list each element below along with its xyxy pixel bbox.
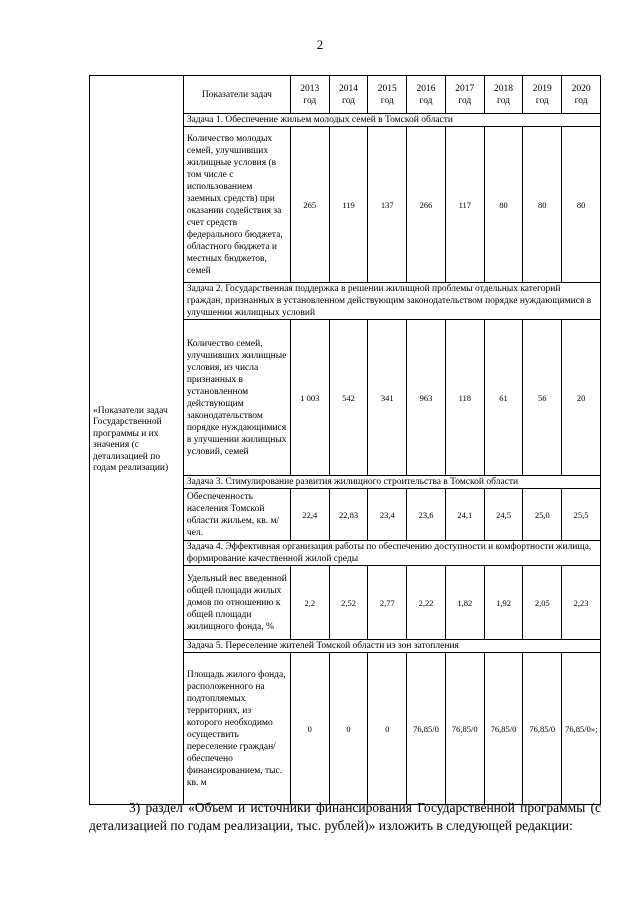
header-row xyxy=(90,76,601,114)
indicator-value: 1,82 xyxy=(445,566,484,640)
indicator-value: 341 xyxy=(368,320,407,476)
indicators-table xyxy=(89,75,601,805)
indicator-value: 22,4 xyxy=(290,489,329,541)
indicator-value: 22,83 xyxy=(329,489,368,541)
year-header: 2020 год xyxy=(562,76,601,114)
year-header: 2014 год xyxy=(329,76,368,114)
indicator-value: 2,22 xyxy=(407,566,446,640)
indicator-value: 80 xyxy=(562,127,601,283)
indicator-value: 2,23 xyxy=(562,566,601,640)
indicator-value: 2,05 xyxy=(523,566,562,640)
indicator-value: 76,85/0»; xyxy=(562,653,601,805)
year-header: 2016 год xyxy=(407,76,446,114)
indicator-value: 24,5 xyxy=(484,489,523,541)
indicator-value: 25,5 xyxy=(562,489,601,541)
indicator-name: Количество семей, улучшивших жилищные условия, из числа признанных в установленном действующим законодательством порядке нуждающимися в улучшении жилищных условий, семей xyxy=(183,320,290,476)
indicator-value: 76,85/0 xyxy=(407,653,446,805)
indicator-value: 23,6 xyxy=(407,489,446,541)
indicator-value: 117 xyxy=(445,127,484,283)
indicator-value: 76,85/0 xyxy=(523,653,562,805)
indicator-value: 76,85/0 xyxy=(484,653,523,805)
task-title: Задача 5. Переселение жителей Томской области из зон затопления xyxy=(183,640,600,653)
indicator-value: 80 xyxy=(523,127,562,283)
indicator-value: 0 xyxy=(368,653,407,805)
indicator-value: 963 xyxy=(407,320,446,476)
indicator-name: Удельный вес введенной общей площади жилых домов по отношению к общей площади жилищного фонда, % xyxy=(183,566,290,640)
year-header: 2015 год xyxy=(368,76,407,114)
task-title: Задача 2. Государственная поддержка в решении жилищной проблемы отдельных категорий граждан, признанных в установленном действующим законодательством порядке нуждающимися в улучшении жилищных условий xyxy=(183,283,600,320)
indicator-value: 2,77 xyxy=(368,566,407,640)
indicator-value: 1 003 xyxy=(290,320,329,476)
indicator-value: 137 xyxy=(368,127,407,283)
indicator-value: 118 xyxy=(445,320,484,476)
indicator-value: 2,52 xyxy=(329,566,368,640)
body-paragraph xyxy=(89,799,601,834)
indicator-value: 56 xyxy=(523,320,562,476)
task-title: Задача 1. Обеспечение жильем молодых семей в Томской области xyxy=(183,114,600,127)
indicator-value: 0 xyxy=(329,653,368,805)
indicator-value: 25,0 xyxy=(523,489,562,541)
indicator-value: 119 xyxy=(329,127,368,283)
year-header: 2019 год xyxy=(523,76,562,114)
indicator-value: 265 xyxy=(290,127,329,283)
indicator-value: 20 xyxy=(562,320,601,476)
year-header: 2018 год xyxy=(484,76,523,114)
indicator-value: 1,92 xyxy=(484,566,523,640)
indicator-value: 2,2 xyxy=(290,566,329,640)
indicator-name: Площадь жилого фонда, расположенного на подтопляемых территориях, из которого необходимо осуществить переселение граждан/обеспечено финансированием, тыс. кв. м xyxy=(183,653,290,805)
paragraph-text: 3) раздел «Объем и источники финансирования Государственной программы (с детализацией по годам реализации, тыс. рублей)» изложить в следующей редакции: xyxy=(89,800,601,833)
passport-label: «Показатели задач Государственной программы и их значения (с детализацией по годам реализации) xyxy=(90,76,184,805)
indicator-header: Показатели задач xyxy=(183,76,290,114)
task-title: Задача 3. Стимулирование развития жилищного строительства в Томской области xyxy=(183,476,600,489)
indicator-name: Обеспеченность населения Томской области жильем, кв. м/чел. xyxy=(183,489,290,541)
indicator-value: 76,85/0 xyxy=(445,653,484,805)
indicator-value: 80 xyxy=(484,127,523,283)
page-number: 2 xyxy=(316,37,324,52)
task-title: Задача 4. Эффективная организация работы по обеспечению доступности и комфортности жилища, формирование качественной жилой среды xyxy=(183,541,600,566)
indicator-name: Количество молодых семей, улучшивших жилищные условия (в том числе с использованием заемных средств) при оказании содействия за счет средств федерального бюджета, областного бюджета и местных бюджетов, семей xyxy=(183,127,290,283)
year-header: 2013 год xyxy=(290,76,329,114)
indicator-value: 542 xyxy=(329,320,368,476)
indicator-value: 0 xyxy=(290,653,329,805)
indicator-value: 24,1 xyxy=(445,489,484,541)
indicator-value: 61 xyxy=(484,320,523,476)
year-header: 2017 год xyxy=(445,76,484,114)
indicator-value: 23,4 xyxy=(368,489,407,541)
indicator-value: 266 xyxy=(407,127,446,283)
